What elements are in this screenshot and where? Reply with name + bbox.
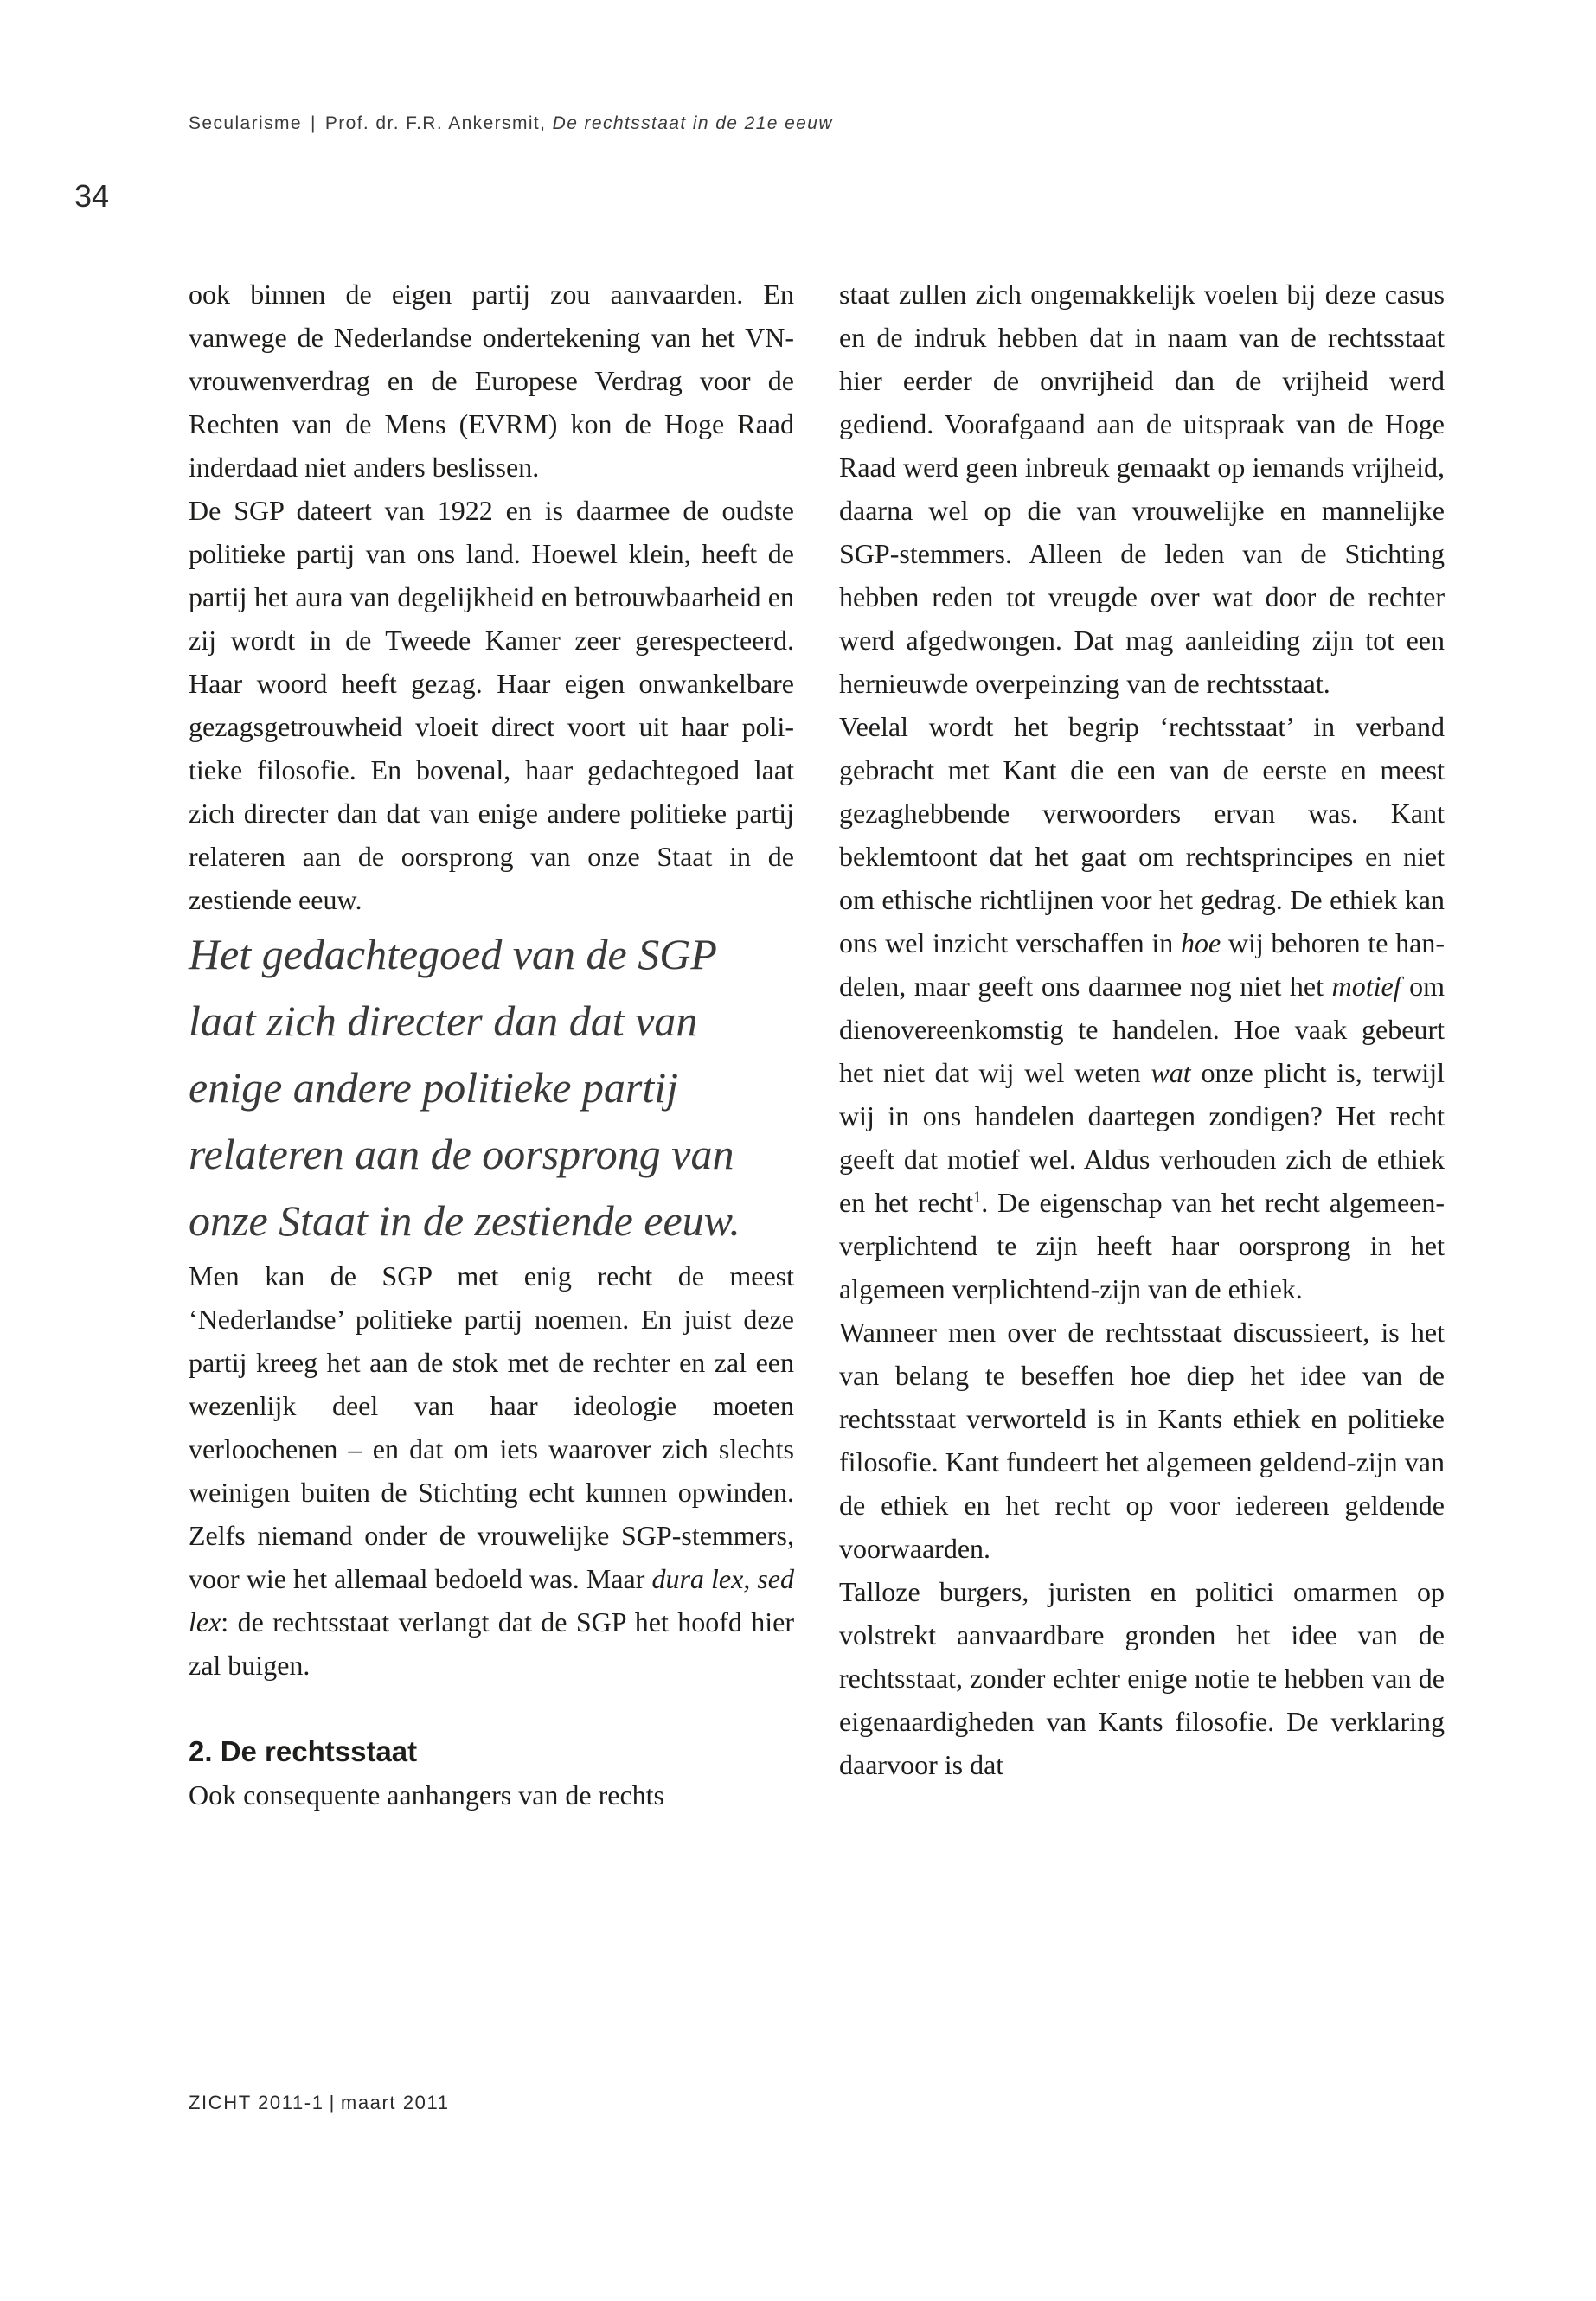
pull-quote: Het gedachtegoed van de SGP laat zich directer dan dat van enige andere politieke partij relateren aan de oorsprong van onze Staat in de zestiende eeuw. — [189, 930, 740, 1245]
paragraph: ook binnen de eigen partij zou aanvaarden. En vanwege de Nederlandse ondertekening van het VN-vrouwenverdrag en de Europese Verdrag voor de Rechten van de Mens (EVRM) kon de Hoge Raad inderdaad niet anders beslissen. — [189, 279, 794, 483]
paragraph: Talloze burgers, juristen en politici omarmen op volstrekt aanvaardbare gronden het idee van de rechtsstaat, zonder echter enige notie te hebben van de eigenaardigheden van Kants filosofie. De verklaring daarvoor is dat — [839, 1576, 1445, 1780]
footer-date: maart 2011 — [340, 2092, 450, 2113]
paragraph: Wanneer men over de rechtsstaat discussieert, is het van belang te beseffen hoe diep het idee van de rechtsstaat verworteld is in Kants ethiek en politieke filosofie. Kant fundeert het algemeen geldend-zijn van de ethiek en het recht op voor iedereen geldende voorwaarden. — [839, 1317, 1445, 1564]
right-column — [839, 272, 1445, 1786]
header-author: Prof. dr. F.R. Ankersmit, — [324, 113, 547, 133]
header-title: De rechtsstaat in de 21e eeuw — [552, 113, 833, 133]
section-heading: 2. De rechtsstaat — [189, 1735, 418, 1767]
header-section: Secularisme — [189, 113, 302, 133]
paragraph: Veelal wordt het begrip ‘rechtsstaat’ in verband gebracht met Kant die een van de eerste en meest gezaghebbende verwoorders ervan was. Kant beklemtoont dat het gaat om rechtsprincipes en niet om ethische richtlijnen voor het gedrag. De ethiek kan ons wel inzicht verschaffen in hoe wij behoren te handelen, maar geeft ons daarmee nog niet het motief om dienovereenkomstig te handelen. Hoe vaak gebeurt het niet dat wij wel weten wat onze plicht is, terwijl wij in ons handelen daartegen zondigen? Het recht geeft dat motief wel. Aldus verhouden zich de ethiek en het recht$^1$. De eigenschap van het recht algemeen-verplichtend te zijn heeft haar oorsprong in het algemeen verplichtend-zijn van de ethiek. — [839, 711, 1445, 1304]
page-number: 34 — [74, 178, 110, 214]
footer-journal: ZICHT 2011-1 — [189, 2092, 324, 2113]
header-separator: | — [310, 113, 317, 133]
left-column — [189, 272, 794, 1817]
paragraph: Ook consequente aanhangers van de rechts — [189, 1779, 664, 1811]
footnote-marker[interactable]: 1 — [973, 1188, 982, 1206]
paragraph: Men kan de SGP met enig recht de meest ‘Nederlandse’ politieke partij noemen. En juist deze partij kreeg het aan de stok met de rechter en zal een wezenlijk deel van haar ideologie moeten verloochenen – en dat om iets waarover zich slechts weinigen buiten de Stichting echt kunnen opwinden. Zelfs niemand onder de vrouwelijke SGP-stemmers, voor wie het allemaal bedoeld was. Maar dura lex, sed lex: de rechtsstaat verlangt dat de SGP het hoofd hier zal buigen. — [189, 1260, 795, 1681]
paragraph: De SGP dateert van 1922 en is daarmee de oudste politieke partij van ons land. Hoewel klein, heeft de partij het aura van degelijkheid en betrouwbaarheid en zij wordt in de Tweede Kamer zeer gerespecteerd. Haar woord heeft gezag. Haar eigen onwankelbare gezagsgetrouwheid vloeit direct voort uit haar politieke filosofie. En bovenal, haar gedachtegoed laat zich directer dan dat van enige andere politieke partij relateren aan de oorsprong van onze Staat in de zestiende eeuw. — [189, 495, 794, 915]
running-header — [189, 113, 833, 134]
footer — [189, 2092, 450, 2114]
footer-separator: | — [329, 2092, 336, 2113]
latin-phrase: dura lex, sed lex — [189, 1563, 795, 1638]
paragraph: staat zullen zich ongemakkelijk voelen bij deze casus en de indruk hebben dat in naam van de rechtsstaat hier eerder de onvrijheid dan de vrijheid werd gediend. Voorafgaand aan de uitspraak van de Hoge Raad werd geen inbreuk gemaakt op iemands vrijheid, daarna wel op die van vrouwelijke en mannelijke SGP-stemmers. Alleen de leden van de Stichting hebben reden tot vreugde over wat door de rechter werd afgedwongen. Dat mag aanleiding zijn tot een hernieuwde overpeinzing van de rechtsstaat. — [839, 279, 1445, 699]
